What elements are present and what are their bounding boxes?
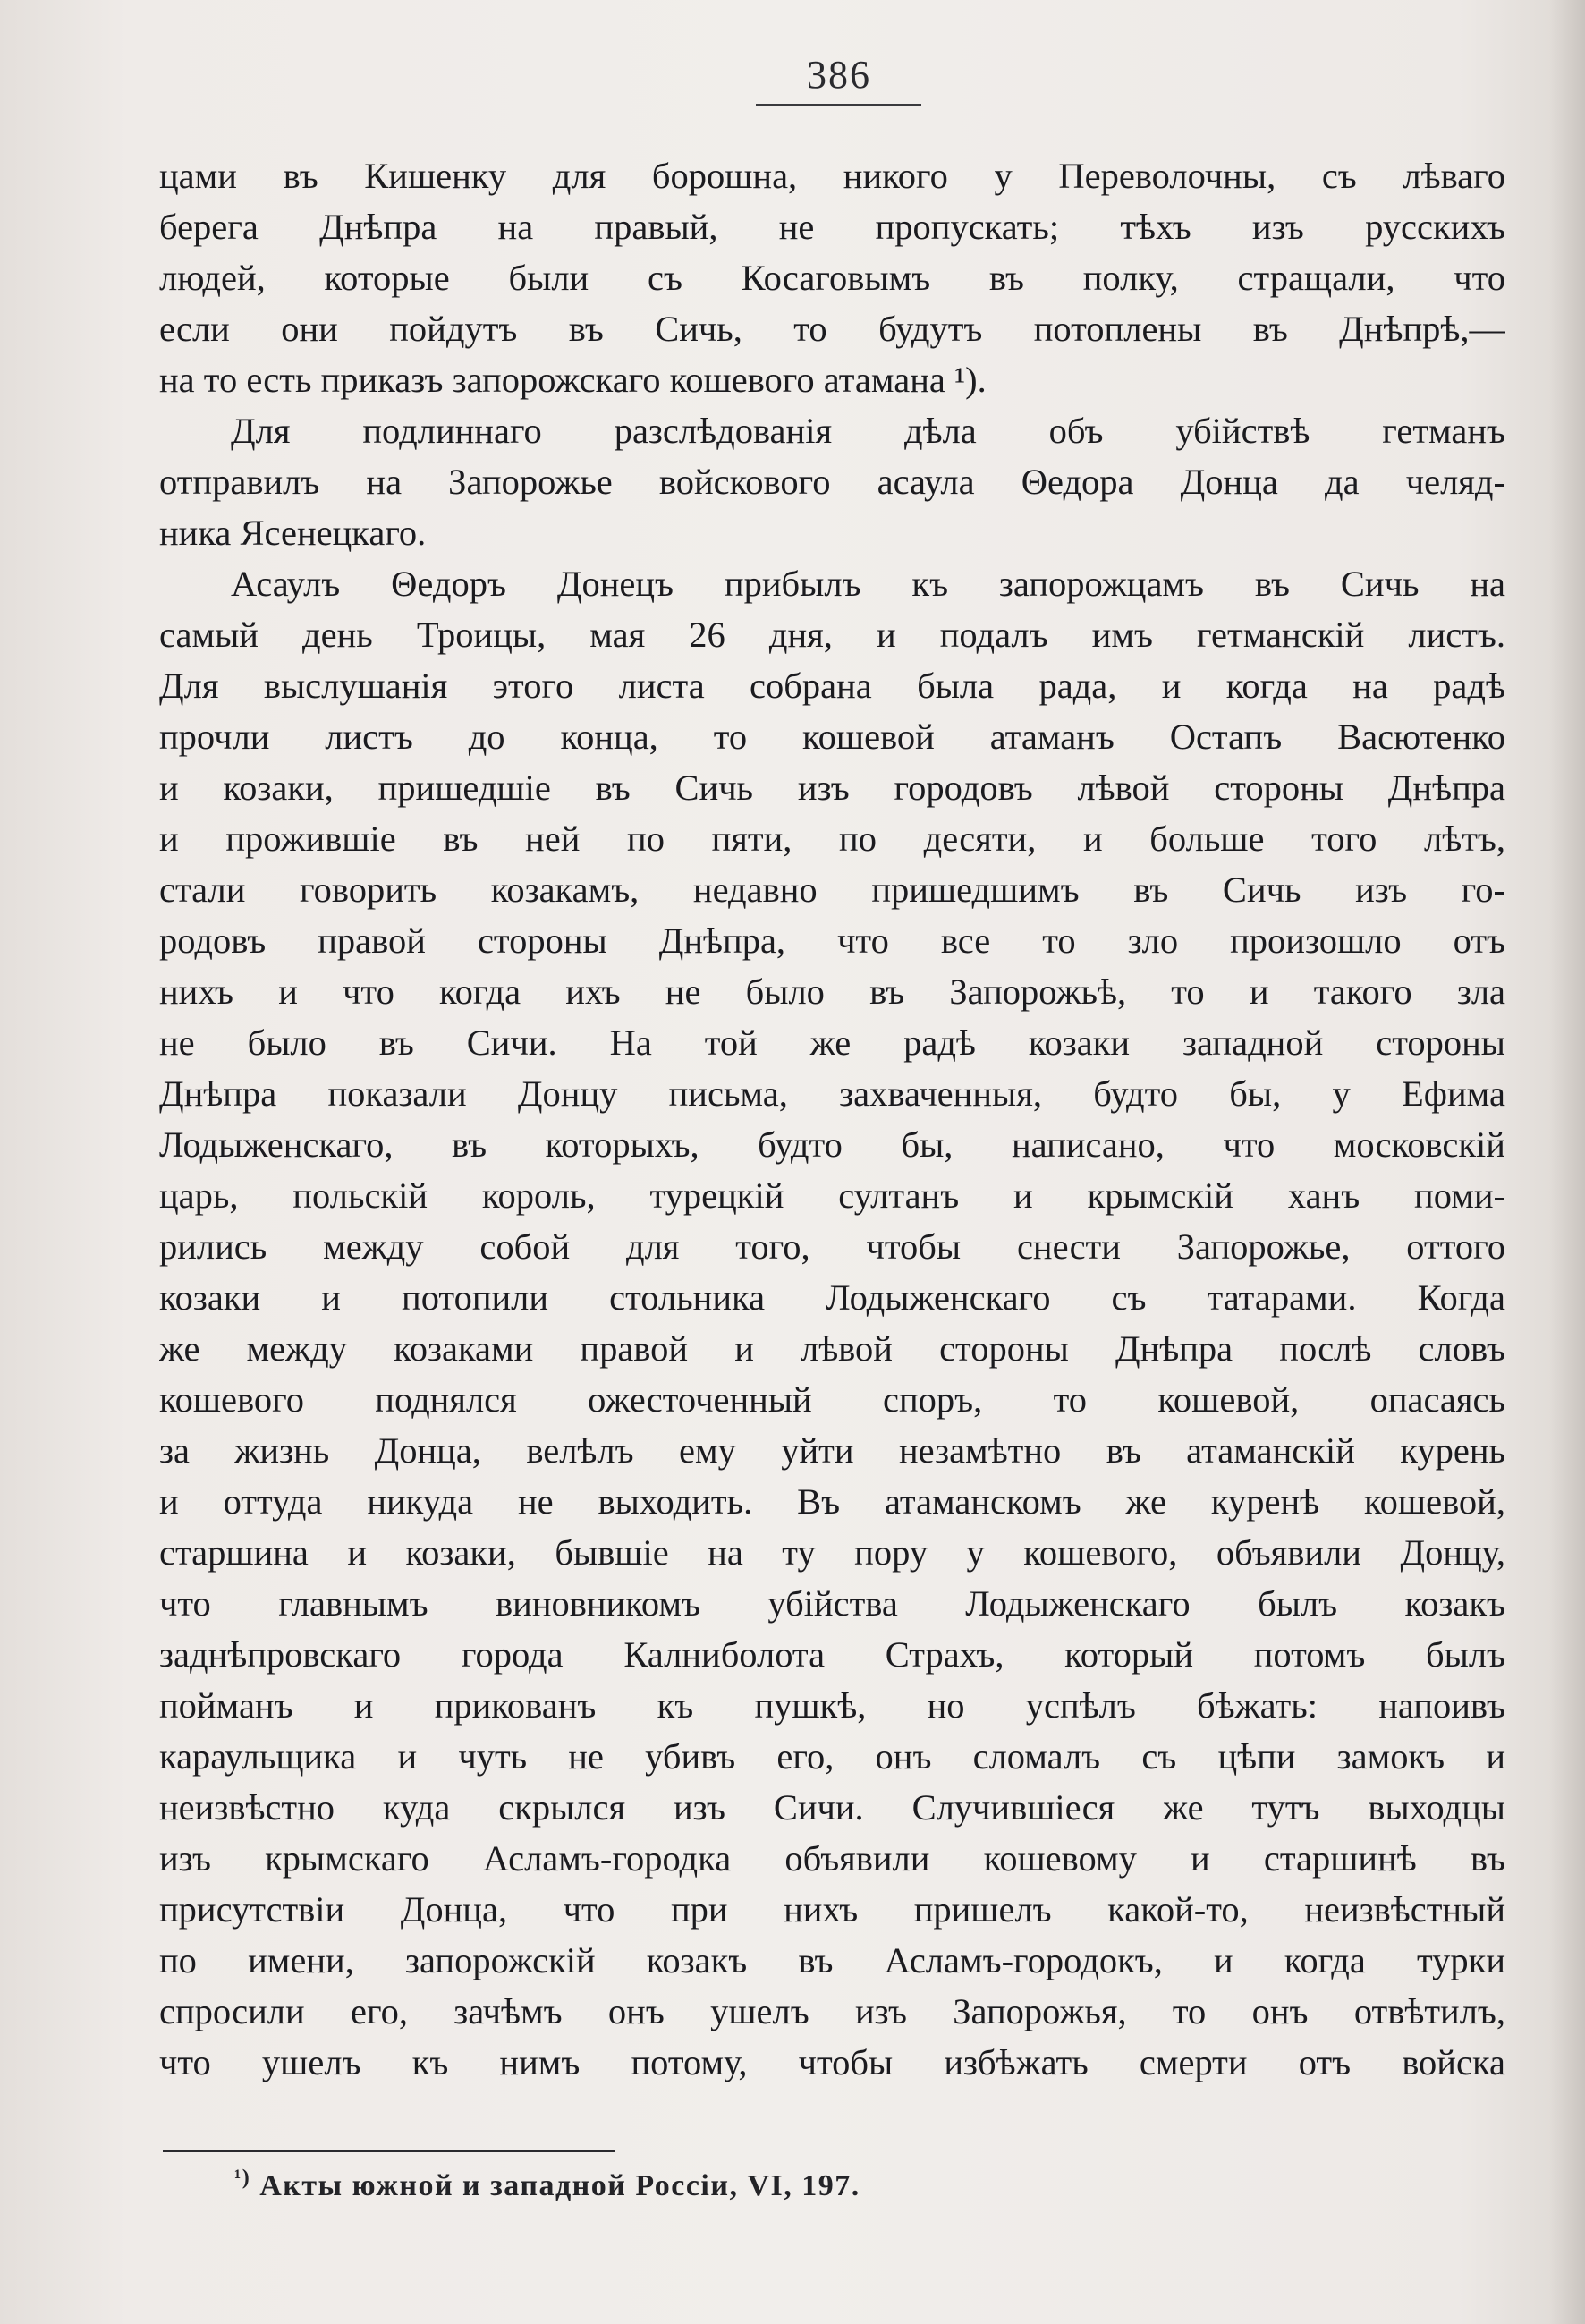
text-line: что главнымъ виновникомъ убійства Лодыженскаго былъ козакъ: [159, 1583, 1505, 1624]
text-line: козаки и потопили стольника Лодыженскаго съ татарами. Когда: [159, 1277, 1505, 1318]
text-line: родовъ правой стороны Днѣпра, что все то зло произошло отъ: [159, 920, 1505, 961]
footnote-text: Акты южной и западной Россіи, VI, 197.: [259, 2169, 860, 2202]
text-line: и козаки, пришедшіе въ Сичь изъ городовъ лѣвой стороны Днѣпра: [159, 768, 1505, 808]
text-line: людей, которые были съ Косаговымъ въ полку, стращали, что: [159, 258, 1505, 298]
text-line: отправилъ на Запорожье войскового асаула Θедора Донца да челяд-: [159, 462, 1505, 502]
text-line: спросили его, зачѣмъ онъ ушелъ изъ Запорожья, то онъ отвѣтилъ,: [159, 1991, 1505, 2031]
text-line: Лодыженскаго, въ которыхъ, будто бы, написано, что московскій: [159, 1124, 1505, 1165]
text-line: если они пойдутъ въ Сичь, то будутъ потоплены въ Днѣпрѣ,—: [159, 309, 1505, 349]
text-line: старшина и козаки, бывшіе на ту пору у кошевого, объявили Донцу,: [159, 1532, 1505, 1573]
text-line: присутствіи Донца, что при нихъ пришелъ какой-то, неизвѣстный: [159, 1889, 1505, 1930]
text-line: на то есть приказъ запорожскаго кошевого атамана ¹).: [159, 360, 987, 400]
text-line: караульщика и чуть не убивъ его, онъ сломалъ съ цѣпи замокъ и: [159, 1736, 1505, 1777]
body-text: [159, 150, 1505, 2088]
text-line: по имени, запорожскій козакъ въ Асламъ-городокъ, и когда турки: [159, 1940, 1505, 1980]
text-line: заднѣпровскаго города Калниболота Страхъ, который потомъ былъ: [159, 1634, 1505, 1675]
text-line: не было въ Сичи. На той же радѣ козаки западной стороны: [159, 1022, 1505, 1063]
footnote-rule: [163, 2150, 615, 2152]
text-line: прочли листъ до конца, то кошевой атаманъ Остапъ Васютенко: [159, 717, 1505, 757]
footnote-mark: ¹): [234, 2166, 251, 2190]
text-line: стали говорить козакамъ, недавно пришедшимъ въ Сичь изъ го-: [159, 869, 1505, 910]
text-line: Для подлиннаго разслѣдованія дѣла объ убійствѣ гетманъ: [231, 411, 1505, 451]
header-rule: [756, 104, 921, 106]
text-line: Для выслушанія этого листа собрана была рада, и когда на радѣ: [159, 666, 1505, 706]
text-line: кошевого поднялся ожесточенный споръ, то кошевой, опасаясь: [159, 1379, 1505, 1420]
text-line: же между козаками правой и лѣвой стороны Днѣпра послѣ словъ: [159, 1328, 1505, 1369]
text-line: нихъ и что когда ихъ не было въ Запорожьѣ, то и такого зла: [159, 971, 1505, 1012]
text-line: что ушелъ къ нимъ потому, чтобы избѣжать смерти отъ войска: [159, 2042, 1505, 2082]
text-line: Асаулъ Θедоръ Донецъ прибылъ къ запорожцамъ въ Сичь на: [231, 564, 1505, 604]
text-line: царь, польскій король, турецкій султанъ и крымскій ханъ поми-: [159, 1175, 1505, 1216]
text-line: берега Днѣпра на правый, не пропускать; тѣхъ изъ русскихъ: [159, 207, 1505, 247]
footnote: [234, 2166, 860, 2203]
page-edge-shadow: [1549, 0, 1585, 2324]
page-number: 386: [807, 53, 871, 97]
text-line: и оттуда никуда не выходить. Въ атаманскомъ же куренѣ кошевой,: [159, 1481, 1505, 1522]
text-line: изъ крымскаго Асламъ-городка объявили кошевому и старшинѣ въ: [159, 1838, 1505, 1879]
text-line: пойманъ и прикованъ къ пушкѣ, но успѣлъ бѣжать: напоивъ: [159, 1685, 1505, 1726]
text-line: ника Ясенецкаго.: [159, 513, 427, 553]
text-line: самый день Троицы, мая 26 дня, и подалъ имъ гетманскій листъ.: [159, 615, 1505, 655]
text-line: неизвѣстно куда скрылся изъ Сичи. Случившіеся же тутъ выходцы: [159, 1787, 1505, 1828]
text-line: цами въ Кишенку для борошна, никого у Переволочны, съ лѣваго: [159, 156, 1505, 196]
text-line: Днѣпра показали Донцу письма, захваченныя, будто бы, у Ефима: [159, 1073, 1505, 1114]
text-line: рились между собой для того, чтобы снести Запорожье, оттого: [159, 1226, 1505, 1267]
text-line: за жизнь Донца, велѣлъ ему уйти незамѣтно въ атаманскій курень: [159, 1430, 1505, 1471]
text-line: и прожившіе въ ней по пяти, по десяти, и больше того лѣтъ,: [159, 818, 1505, 859]
